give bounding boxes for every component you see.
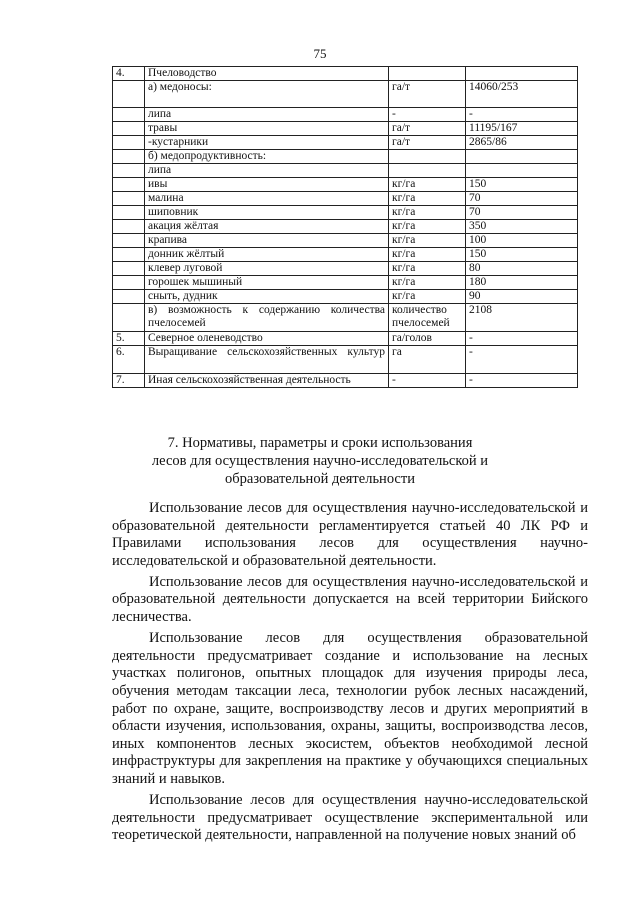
row-number-cell: 7.: [113, 374, 145, 388]
activity-name-cell: б) медопродуктивность:: [145, 150, 389, 164]
value-cell: -: [466, 332, 578, 346]
row-number-cell: 6.: [113, 346, 145, 374]
row-number-cell: [113, 136, 145, 150]
value-cell: 2108: [466, 304, 578, 332]
table-row: [113, 164, 578, 178]
row-number-cell: [113, 150, 145, 164]
unit-cell: кг/га: [389, 178, 466, 192]
activity-name-cell: липа: [145, 108, 389, 122]
row-number-cell: [113, 192, 145, 206]
row-number-cell: [113, 276, 145, 290]
row-number-cell: [113, 304, 145, 332]
unit-cell: га: [389, 346, 466, 374]
value-cell: 90: [466, 290, 578, 304]
section-title-line-3: образовательной деятельности: [225, 471, 415, 487]
table-row: [113, 108, 578, 122]
row-number-cell: [113, 220, 145, 234]
activity-name-cell: горошек мышиный: [145, 276, 389, 290]
paragraph: Использование лесов для осуществления образовательной деятельности предусматривает создание и использование на лесных участках полигонов, опытных площадок для изучения природы леса, обучения методам таксации леса, технологии рубок лесных насаждений, работ по охране, защите, воспроизводству лесов и других мероприятий в области изучения, использования, охраны, защиты, воспроизводства лесов, иных компонентов лесных экосистем, объектов необходимой лесной инфраструктуры для закрепления на практике у обучающихся специальных знаний и навыков.: [112, 630, 588, 787]
row-number-cell: [113, 178, 145, 192]
unit-cell: [389, 164, 466, 178]
unit-cell: га/т: [389, 136, 466, 150]
paragraph: Использование лесов для осуществления научно-исследовательской и образовательной деятельности допускается на всей территории Бийского лесничества.: [112, 573, 588, 626]
unit-cell: -: [389, 374, 466, 388]
activity-name-cell: клевер луговой: [145, 262, 389, 276]
value-cell: [466, 150, 578, 164]
unit-cell: количество пчелосемей: [389, 304, 466, 332]
unit-cell: га/голов: [389, 332, 466, 346]
row-number-cell: [113, 248, 145, 262]
paragraph: Использование лесов для осуществления научно-исследовательской деятельности предусматривает осуществление экспериментальной или теоретической деятельности, направленной на получение новых знаний об: [112, 792, 588, 844]
beekeeping-table: [112, 66, 578, 388]
table-body: [113, 67, 578, 388]
row-number-cell: [113, 290, 145, 304]
row-number-cell: 4.: [113, 67, 145, 81]
unit-cell: -: [389, 108, 466, 122]
unit-cell: кг/га: [389, 276, 466, 290]
activity-name-cell: липа: [145, 164, 389, 178]
unit-cell: кг/га: [389, 290, 466, 304]
table-row: [113, 178, 578, 192]
activity-name-cell: -кустарники: [145, 136, 389, 150]
row-number-cell: [113, 164, 145, 178]
table-row: [113, 122, 578, 136]
value-cell: 180: [466, 276, 578, 290]
table-row: [113, 276, 578, 290]
table-row: [113, 304, 578, 332]
unit-cell: [389, 67, 466, 81]
section-title: [0, 434, 640, 488]
value-cell: 2865/86: [466, 136, 578, 150]
activity-name-cell: сныть, дудник: [145, 290, 389, 304]
activity-name-cell: Пчеловодство: [145, 67, 389, 81]
value-cell: 14060/253: [466, 81, 578, 108]
table-row: [113, 150, 578, 164]
value-cell: 70: [466, 192, 578, 206]
unit-cell: га/т: [389, 122, 466, 136]
activity-name-cell: Иная сельскохозяйственная деятельность: [145, 374, 389, 388]
row-number-cell: [113, 122, 145, 136]
body-text: [112, 500, 588, 848]
paragraph: Использование лесов для осуществления научно-исследовательской и образовательной деятельности регламентируется статьей 40 ЛК РФ и Правилами использования лесов для осуществления научно-исследовательской и образовательной деятельности.: [112, 500, 588, 569]
value-cell: 70: [466, 206, 578, 220]
value-cell: 100: [466, 234, 578, 248]
table-row: [113, 192, 578, 206]
activity-name-cell: травы: [145, 122, 389, 136]
unit-cell: кг/га: [389, 206, 466, 220]
row-number-cell: 5.: [113, 332, 145, 346]
section-title-line-1: 7. Нормативы, параметры и сроки использования: [167, 435, 473, 451]
unit-cell: га/т: [389, 81, 466, 108]
table-row: [113, 262, 578, 276]
table-row: [113, 67, 578, 81]
row-number-cell: [113, 206, 145, 220]
value-cell: -: [466, 374, 578, 388]
value-cell: [466, 67, 578, 81]
activity-name-cell: акация жёлтая: [145, 220, 389, 234]
activity-name-cell: Северное оленеводство: [145, 332, 389, 346]
table-row: [113, 248, 578, 262]
table-row: [113, 220, 578, 234]
value-cell: 150: [466, 178, 578, 192]
section-title-line-2: лесов для осуществления научно-исследовательской и: [151, 453, 489, 469]
unit-cell: кг/га: [389, 248, 466, 262]
activity-name-cell: шиповник: [145, 206, 389, 220]
value-cell: [466, 164, 578, 178]
table-row: [113, 374, 578, 388]
table-row: [113, 206, 578, 220]
activity-name-cell: ивы: [145, 178, 389, 192]
row-number-cell: [113, 108, 145, 122]
activity-name-cell: крапива: [145, 234, 389, 248]
unit-cell: кг/га: [389, 262, 466, 276]
activity-name-cell: а) медоносы:: [145, 81, 389, 108]
page-number: 75: [313, 46, 327, 61]
row-number-cell: [113, 234, 145, 248]
table-row: [113, 136, 578, 150]
table-row: [113, 234, 578, 248]
table-row: [113, 81, 578, 108]
unit-cell: кг/га: [389, 234, 466, 248]
row-number-cell: [113, 262, 145, 276]
value-cell: 11195/167: [466, 122, 578, 136]
value-cell: -: [466, 346, 578, 374]
activity-name-cell: донник жёлтый: [145, 248, 389, 262]
row-number-cell: [113, 81, 145, 108]
unit-cell: [389, 150, 466, 164]
value-cell: 150: [466, 248, 578, 262]
table-row: [113, 290, 578, 304]
activity-name-cell: Выращивание сельскохозяйственных культур: [145, 346, 389, 374]
value-cell: 80: [466, 262, 578, 276]
activity-name-cell: малина: [145, 192, 389, 206]
unit-cell: кг/га: [389, 192, 466, 206]
table-row: [113, 332, 578, 346]
value-cell: -: [466, 108, 578, 122]
value-cell: 350: [466, 220, 578, 234]
unit-cell: кг/га: [389, 220, 466, 234]
activity-name-cell: в) возможность к содержанию количества пчелосемей: [145, 304, 389, 332]
table-row: [113, 346, 578, 374]
